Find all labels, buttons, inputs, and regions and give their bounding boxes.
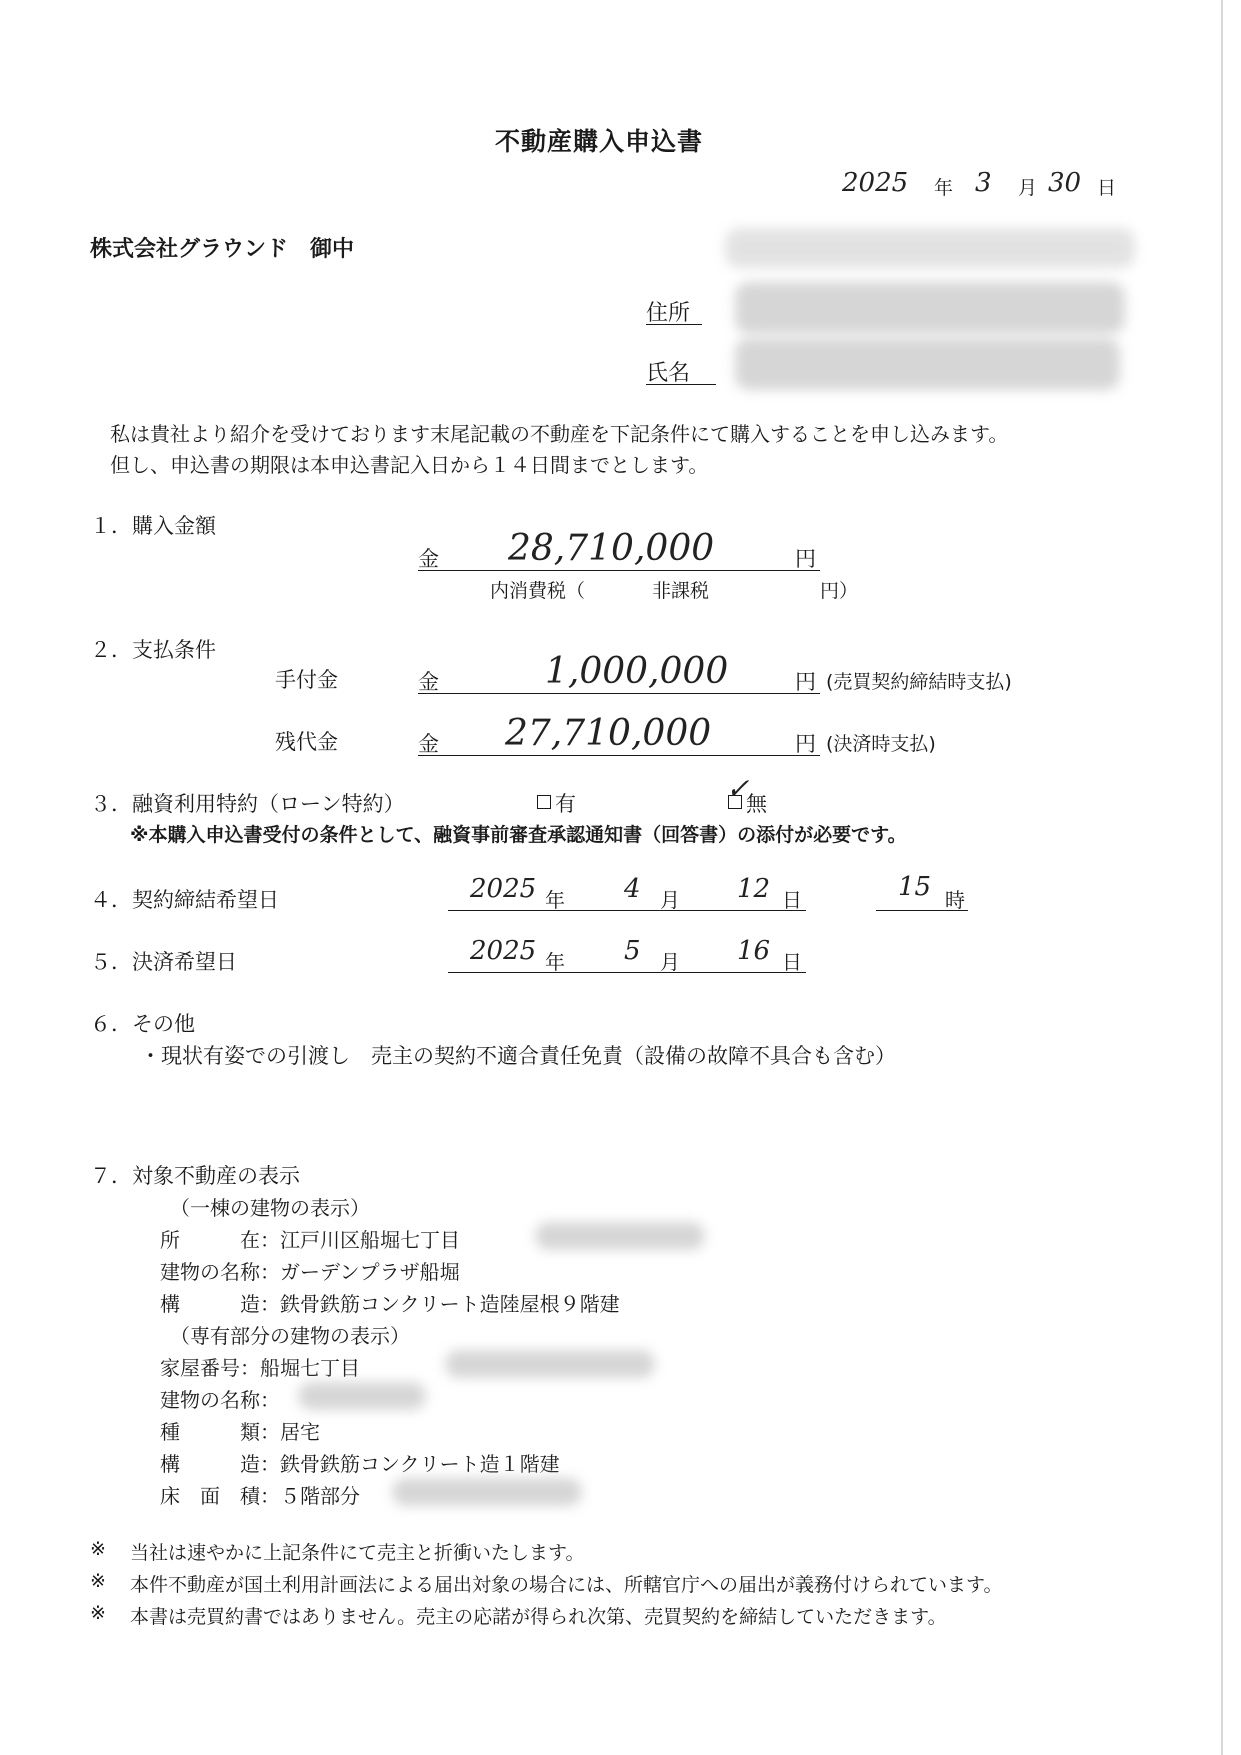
loan-note: ※本購入申込書受付の条件として、融資事前審査承認通知書（回答書）の添付が必要です。 xyxy=(130,824,907,846)
section-1-heading: １．購入金額 xyxy=(90,514,216,538)
date-day-label: 日 xyxy=(1097,177,1117,199)
contract-year: 2025 xyxy=(470,874,537,904)
settlement-day-label: 日 xyxy=(782,950,802,974)
purchase-yen: 円 xyxy=(795,547,816,571)
date-month-label: 月 xyxy=(1018,177,1038,199)
section-3-heading: ３．融資利用特約（ローン特約） xyxy=(90,792,405,816)
name-underline xyxy=(646,384,716,385)
section-5-heading: ５．決済希望日 xyxy=(90,950,237,974)
unit-structure: 構 造：鉄骨鉄筋コンクリート造１階建 xyxy=(160,1452,560,1476)
contract-year-label: 年 xyxy=(545,888,565,912)
intro-line-2: 但し、申込書の期限は本申込書記入日から１４日間までとします。 xyxy=(110,453,709,477)
redacted-name xyxy=(735,338,1120,390)
contract-hour-underline xyxy=(876,910,968,911)
contract-date-underline xyxy=(448,910,806,911)
address-underline xyxy=(646,324,702,325)
contract-day-label: 日 xyxy=(782,888,802,912)
redacted-house-number xyxy=(445,1350,655,1378)
purchase-kin: 金 xyxy=(418,547,439,571)
document-title: 不動産購入申込書 xyxy=(495,127,704,156)
balance-yen: 円 xyxy=(795,732,816,756)
loan-no-label: 無 xyxy=(746,792,767,816)
settlement-day: 16 xyxy=(737,936,771,966)
section-6-heading: ６．その他 xyxy=(90,1012,195,1036)
contract-month-label: 月 xyxy=(660,888,680,912)
contract-month: 4 xyxy=(624,874,641,904)
deposit-kin: 金 xyxy=(418,670,439,694)
date-year: 2025 xyxy=(842,168,909,198)
settlement-year-label: 年 xyxy=(545,950,565,974)
deposit-label: 手付金 xyxy=(275,668,338,692)
building-structure: 構 造：鉄骨鉄筋コンクリート造陸屋根９階建 xyxy=(160,1292,620,1316)
loan-no-check-mark: ✓ xyxy=(726,772,750,805)
deposit-note: (売買契約締結時支払) xyxy=(826,671,1012,693)
loan-yes-checkbox[interactable] xyxy=(537,795,551,809)
note-2-mark: ※ xyxy=(90,1570,106,1592)
property-location: 所 在：江戸川区船堀七丁目 xyxy=(160,1228,460,1252)
settlement-month: 5 xyxy=(624,936,641,966)
section-7-heading: ７．対象不動産の表示 xyxy=(90,1164,300,1188)
redacted-unit-name xyxy=(298,1382,426,1410)
date-year-label: 年 xyxy=(934,177,954,199)
note-3-text: 本書は売買約書ではありません。売主の応諾が得られ次第、売買契約を締結していただきます。 xyxy=(130,1606,947,1628)
settlement-date-underline xyxy=(448,972,806,973)
date-month: 3 xyxy=(975,168,992,198)
tax-open: 内消費税（ xyxy=(490,580,586,602)
purchase-amount: 28,710,000 xyxy=(508,528,715,569)
addressee: 株式会社グラウンド 御中 xyxy=(90,237,355,262)
balance-amount: 27,710,000 xyxy=(505,713,712,754)
section-4-heading: ４．契約締結希望日 xyxy=(90,888,279,912)
deposit-underline xyxy=(418,693,820,694)
deposit-yen: 円 xyxy=(795,670,816,694)
settlement-month-label: 月 xyxy=(660,950,680,974)
redacted-floor-area xyxy=(392,1478,582,1506)
unit-name: 建物の名称： xyxy=(160,1388,280,1412)
note-1-text: 当社は速やかに上記条件にて売主と折衝いたします。 xyxy=(130,1542,585,1564)
page-edge xyxy=(1221,0,1223,1755)
redacted-applicant-header xyxy=(725,228,1135,268)
contract-day: 12 xyxy=(737,874,771,904)
other-line: ・現状有姿での引渡し 売主の契約不適合責任免責（設備の故障不具合も含む） xyxy=(140,1044,896,1068)
date-day: 30 xyxy=(1048,168,1082,198)
note-2-text: 本件不動産が国土利用計画法による届出対象の場合には、所轄官庁への届出が義務付けられています。 xyxy=(130,1574,1003,1596)
intro-line-1: 私は貴社より紹介を受けております末尾記載の不動産を下記条件にて購入することを申し込みます。 xyxy=(110,422,1009,446)
balance-note: (決済時支払) xyxy=(826,733,936,755)
balance-label: 残代金 xyxy=(275,730,338,754)
tax-value: 非課税 xyxy=(652,580,710,602)
balance-underline xyxy=(418,755,820,756)
purchase-underline xyxy=(418,570,820,571)
contract-hour-label: 時 xyxy=(945,888,965,912)
house-number: 家屋番号：船堀七丁目 xyxy=(160,1356,360,1380)
floor-area: 床 面 積：５階部分 xyxy=(160,1484,360,1508)
loan-yes-label: 有 xyxy=(555,792,576,816)
unit-heading: （専有部分の建物の表示） xyxy=(170,1324,410,1348)
deposit-amount: 1,000,000 xyxy=(545,651,729,692)
settlement-year: 2025 xyxy=(470,936,537,966)
redacted-address xyxy=(735,282,1125,334)
building-heading: （一棟の建物の表示） xyxy=(170,1196,370,1220)
building-name: 建物の名称：ガーデンプラザ船堀 xyxy=(160,1260,460,1284)
name-label: 氏名 xyxy=(646,361,691,386)
balance-kin: 金 xyxy=(418,732,439,756)
unit-type: 種 類：居宅 xyxy=(160,1420,320,1444)
note-3-mark: ※ xyxy=(90,1602,106,1624)
tax-close: 円） xyxy=(820,580,859,602)
address-label: 住所 xyxy=(646,301,691,326)
note-1-mark: ※ xyxy=(90,1538,106,1560)
section-2-heading: ２．支払条件 xyxy=(90,638,216,662)
redacted-location xyxy=(535,1222,705,1250)
contract-hour: 15 xyxy=(898,872,932,902)
